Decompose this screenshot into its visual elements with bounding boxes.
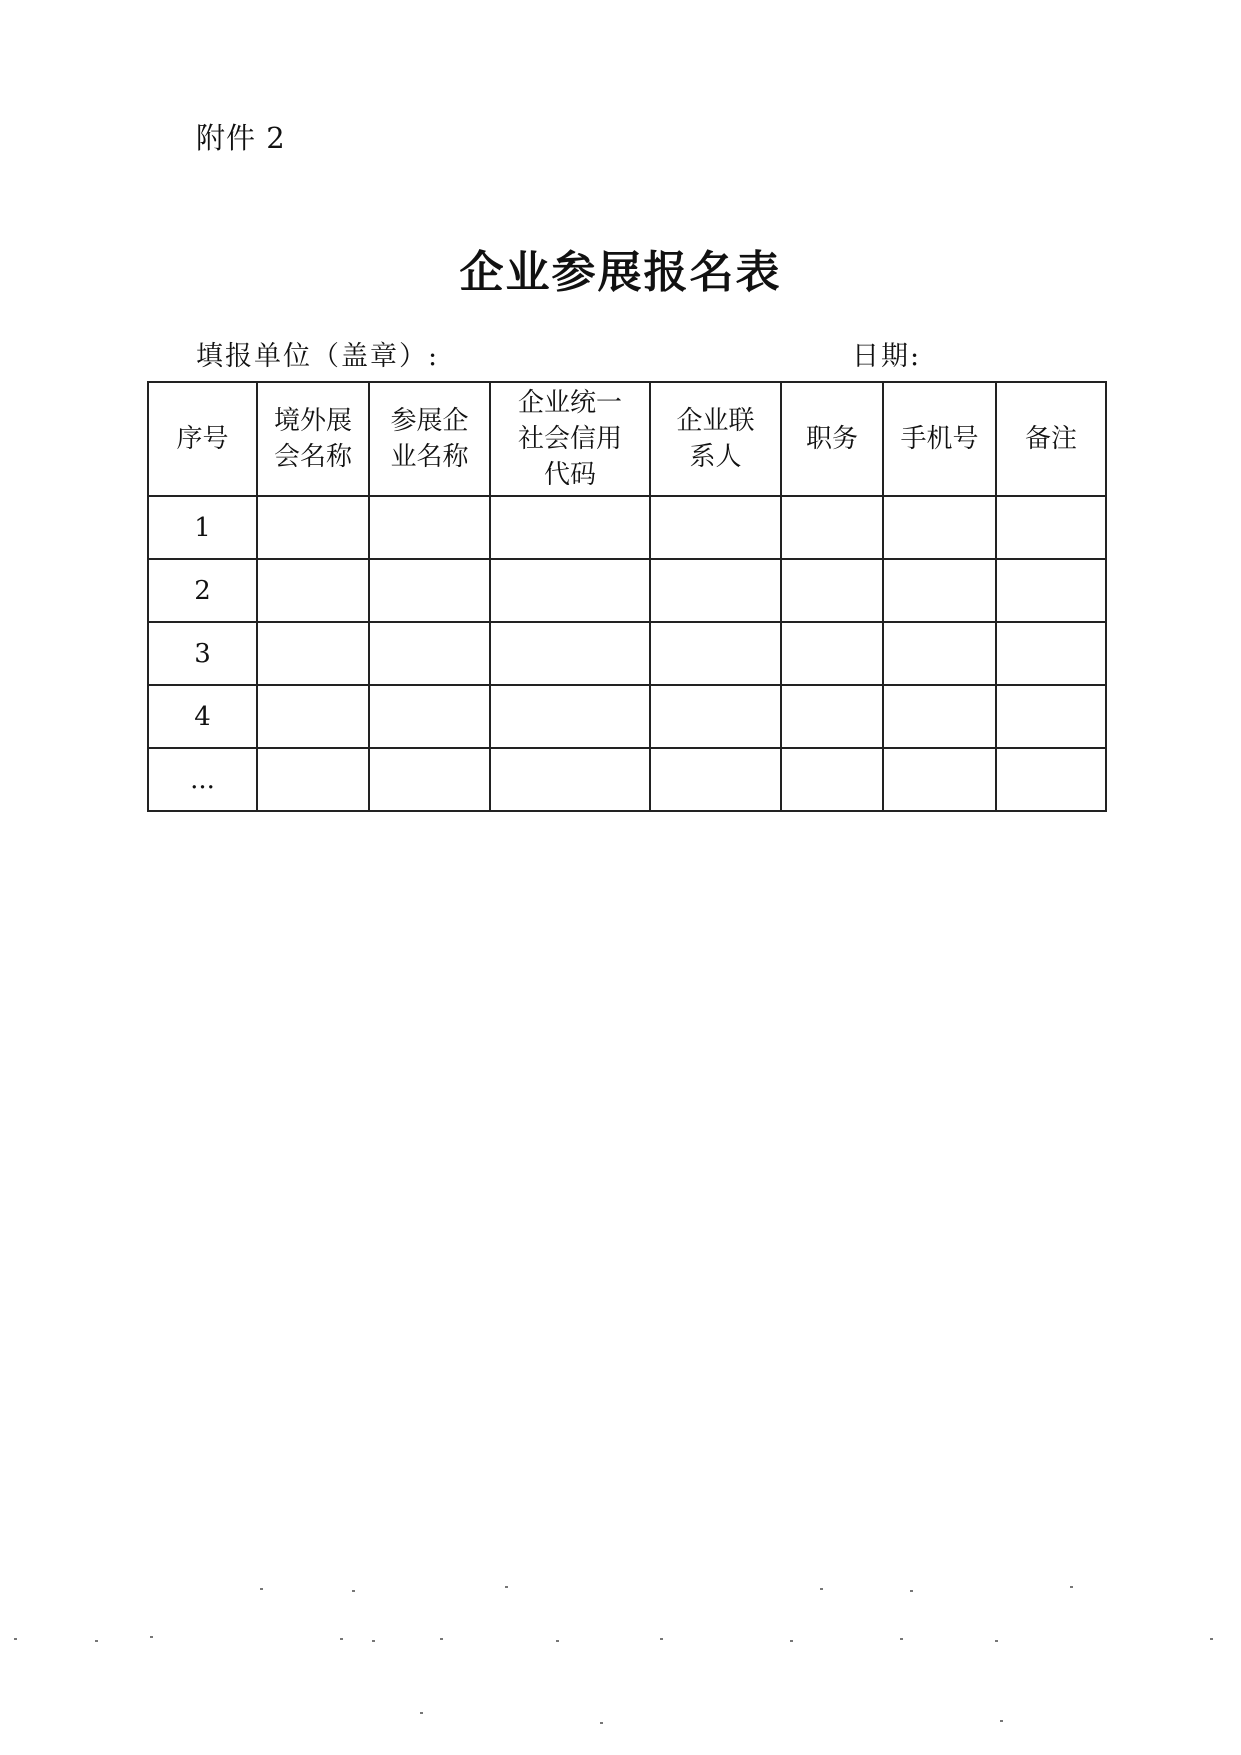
table-cell[interactable] — [781, 685, 883, 748]
table-cell[interactable] — [781, 748, 883, 811]
table-cell[interactable] — [996, 622, 1106, 685]
table-cell[interactable] — [257, 559, 369, 622]
table-cell[interactable] — [781, 496, 883, 559]
table-cell[interactable] — [781, 559, 883, 622]
table-cell[interactable] — [650, 748, 781, 811]
table-cell[interactable] — [490, 496, 650, 559]
serial-cell: ... — [148, 748, 257, 811]
table-cell[interactable] — [996, 748, 1106, 811]
header-mobile-number: 手机号 — [883, 382, 996, 496]
table-cell[interactable] — [369, 559, 490, 622]
table-cell[interactable] — [650, 496, 781, 559]
date-label: 日期: — [852, 341, 922, 372]
table-cell[interactable] — [650, 685, 781, 748]
table-row — [148, 622, 1106, 685]
table-cell[interactable] — [257, 748, 369, 811]
header-remarks: 备注 — [996, 382, 1106, 496]
table-row — [148, 496, 1106, 559]
table-cell[interactable] — [996, 685, 1106, 748]
table-cell[interactable] — [650, 559, 781, 622]
table-cell[interactable] — [883, 496, 996, 559]
table-cell[interactable] — [257, 622, 369, 685]
table-row — [148, 685, 1106, 748]
table-cell[interactable] — [996, 559, 1106, 622]
table-cell[interactable] — [369, 685, 490, 748]
table-cell[interactable] — [490, 622, 650, 685]
serial-cell: 2 — [148, 559, 257, 622]
table-cell[interactable] — [369, 496, 490, 559]
registration-table — [147, 381, 1107, 812]
table-cell[interactable] — [369, 622, 490, 685]
table-cell[interactable] — [883, 685, 996, 748]
table-cell[interactable] — [490, 685, 650, 748]
attachment-label: 附件 2 — [196, 121, 286, 155]
table-row — [148, 559, 1106, 622]
table-cell[interactable] — [490, 748, 650, 811]
table-cell[interactable] — [257, 496, 369, 559]
table-cell[interactable] — [883, 622, 996, 685]
serial-cell: 1 — [148, 496, 257, 559]
table-cell[interactable] — [781, 622, 883, 685]
table-cell[interactable] — [996, 496, 1106, 559]
header-serial-number: 序号 — [148, 382, 257, 496]
serial-cell: 3 — [148, 622, 257, 685]
header-position: 职务 — [781, 382, 883, 496]
page-title: 企业参展报名表 — [459, 247, 782, 298]
table-header-row — [148, 382, 1106, 496]
header-overseas-exhibition-name: 境外展会名称 — [257, 382, 369, 496]
fill-unit-label: 填报单位（盖章）: — [196, 341, 440, 372]
table-row — [148, 748, 1106, 811]
serial-cell: 4 — [148, 685, 257, 748]
table-cell[interactable] — [883, 748, 996, 811]
table-cell[interactable] — [650, 622, 781, 685]
table-cell[interactable] — [883, 559, 996, 622]
table-cell[interactable] — [490, 559, 650, 622]
table-cell[interactable] — [257, 685, 369, 748]
header-credit-code: 企业统一社会信用代码 — [490, 382, 650, 496]
header-exhibitor-company-name: 参展企业名称 — [369, 382, 490, 496]
table-cell[interactable] — [369, 748, 490, 811]
header-contact-person: 企业联系人 — [650, 382, 781, 496]
